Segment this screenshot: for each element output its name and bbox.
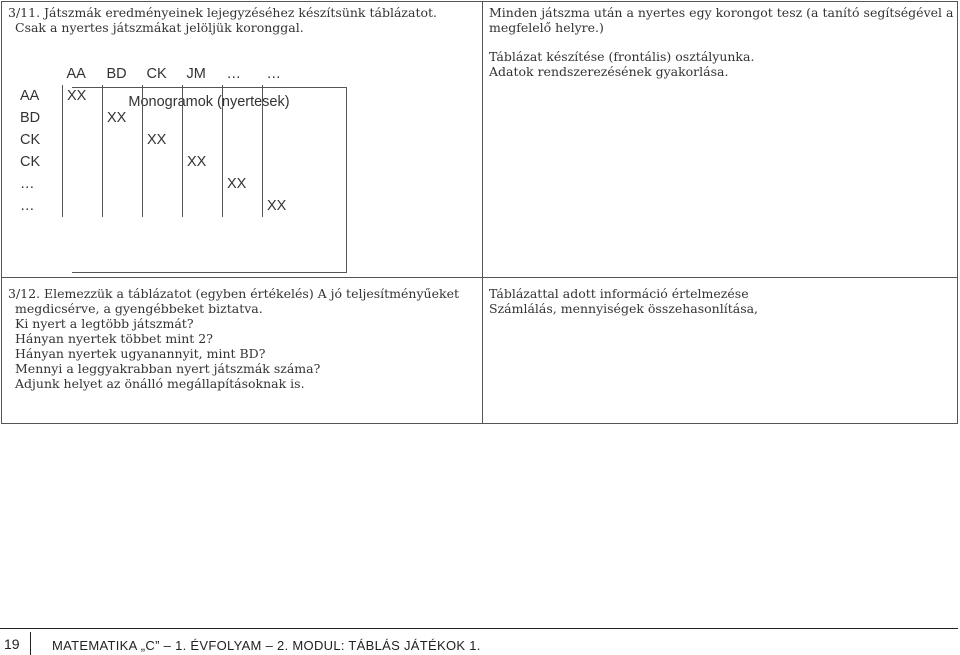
notes-3-11-line-3: Táblázat készítése (frontális) osztályunka. [489, 49, 755, 64]
task-3-11-line-1: 3/11. Játszmák eredményeinek lejegyzéséhez készítsünk táblázatot. [8, 5, 437, 20]
monogram-col-header: AA [66, 66, 86, 82]
monogram-cell [183, 129, 223, 151]
notes-3-11-line-2: megfelelő helyre.) [489, 20, 604, 35]
monogram-row-label: CK [20, 132, 41, 148]
monogram-col-header: CK [146, 66, 167, 82]
monogram-col-header: BD [106, 66, 127, 82]
task-3-12-line-4: Hányan nyertek többet mint 2? [15, 331, 213, 346]
monogram-cell: XX [143, 129, 183, 151]
task-3-12-line-2: megdicsérve, a gyengébbeket biztatva. [15, 301, 263, 316]
task-3-12-line-3: Ki nyert a legtöbb játszmát? [15, 316, 194, 331]
monogram-row-label: … [20, 176, 35, 192]
monogram-row [20, 195, 302, 217]
monogram-col-header: … [226, 66, 241, 82]
monogram-cell [103, 195, 143, 217]
footer-rule [0, 628, 958, 629]
task-3-12-line-7: Adjunk helyet az önálló megállapításoknak is. [15, 376, 305, 391]
monogram-row-label: BD [20, 110, 41, 126]
monogram-row [20, 173, 302, 195]
monogram-row [20, 129, 302, 151]
monogram-cell [103, 173, 143, 195]
monogram-cell [263, 151, 303, 173]
monogram-row [20, 107, 302, 129]
monogram-cell: XX [183, 151, 223, 173]
monogram-cell [143, 85, 183, 107]
monogram-row-label: AA [20, 88, 40, 104]
monogram-cell [223, 107, 263, 129]
monogram-cell [223, 129, 263, 151]
notes-3-11-line-1: Minden játszma után a nyertes egy korongot tesz (a tanító segítségével a [489, 5, 954, 20]
footer-divider [30, 632, 31, 655]
lesson-grid [1, 1, 958, 424]
notes-3-11-line-4: Adatok rendszerezésének gyakorlása. [489, 64, 729, 79]
monogram-row [20, 151, 302, 173]
monogram-cell [183, 195, 223, 217]
monogram-cell [103, 129, 143, 151]
monogram-figure [8, 35, 476, 277]
notes-3-12-line-2: Számlálás, mennyiségek összehasonlítása, [489, 301, 759, 316]
monogram-cell: XX [263, 195, 303, 217]
monogram-cell [183, 107, 223, 129]
monogram-header-row [20, 63, 302, 85]
monogram-col-header: … [266, 66, 281, 82]
monogram-row-label: CK [20, 154, 41, 170]
monogram-cell: XX [223, 173, 263, 195]
monogram-cell [223, 151, 263, 173]
cell-task-3-11 [2, 2, 483, 278]
cell-notes-3-11 [483, 2, 958, 278]
monogram-row-label: … [20, 198, 35, 214]
monogram-cell: XX [103, 107, 143, 129]
monogram-cell [63, 129, 103, 151]
task-3-12-line-5: Hányan nyertek ugyanannyit, mint BD? [15, 346, 266, 361]
page-number: 19 [4, 636, 20, 652]
monogram-cell [63, 195, 103, 217]
task-3-12-line-1: 3/12. Elemezzük a táblázatot (egyben értékelés) A jó teljesítményűeket [8, 286, 459, 301]
monogram-cell [183, 85, 223, 107]
monogram-cell [263, 129, 303, 151]
notes-3-12-line-1: Táblázattal adott információ értelmezése [489, 286, 749, 301]
monogram-cell [223, 195, 263, 217]
monogram-cell [143, 151, 183, 173]
running-head: MATEMATIKA „C” – 1. ÉVFOLYAM – 2. MODUL: TÁBLÁS JÁTÉKOK 1. [52, 638, 481, 653]
monogram-cell [263, 85, 303, 107]
monogram-table [20, 63, 302, 217]
monogram-row [20, 85, 302, 107]
monogram-cell [263, 107, 303, 129]
cell-notes-3-12 [483, 278, 958, 424]
monogram-cell [263, 173, 303, 195]
monogram-cell: XX [63, 85, 103, 107]
monogram-cell [143, 107, 183, 129]
monogram-cell [103, 85, 143, 107]
page-footer [0, 628, 960, 655]
monogram-cell [63, 151, 103, 173]
monogram-cell [223, 85, 263, 107]
monogram-cell [103, 151, 143, 173]
monogram-cell [143, 195, 183, 217]
monogram-col-header: JM [186, 66, 206, 82]
monogram-cell [183, 173, 223, 195]
task-3-11-line-2: Csak a nyertes játszmákat jelöljük koronggal. [15, 20, 304, 35]
cell-task-3-12 [2, 278, 483, 424]
monogram-title: Monogramok (nyertesek) [128, 94, 290, 110]
monogram-cell [63, 173, 103, 195]
monogram-cell [63, 107, 103, 129]
task-3-12-line-6: Mennyi a leggyakrabban nyert játszmák száma? [15, 361, 321, 376]
monogram-cell [143, 173, 183, 195]
